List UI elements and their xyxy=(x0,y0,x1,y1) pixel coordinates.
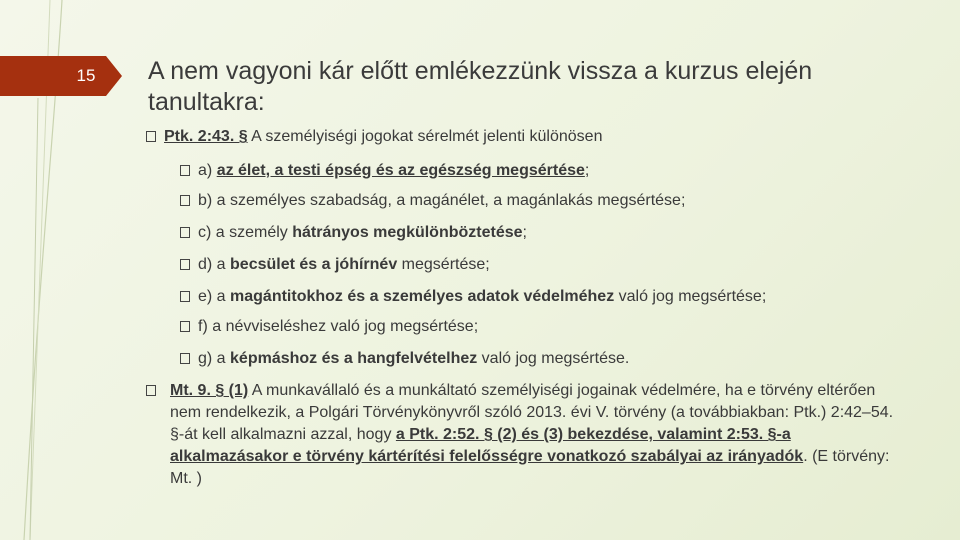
bullet-mt: Mt. 9. § (1) A munkavállaló és a munkáltató személyiségi jogainak védelmére, ha e törvény eltérően nem rendelkezik, a Polgári Törvénykönyvről szóló 2013. évi V. törvény (a továbbiakban: Ptk.) 2:42–54. §-át kell alkalmazni azzal, hogy a Ptk. 2:52. § (2) és (3) bekezdése, valamint 2:53. §-a alkalmazásakor e törvény kártérítési felelősségre vonatkozó szabályai az irányadók. (E törvény: Mt. ) xyxy=(146,380,906,490)
list-item-c: c) a személy hátrányos megkülönböztetése; xyxy=(180,222,527,244)
list-item-g: g) a képmáshoz és a hangfelvételhez való jog megsértése. xyxy=(180,348,629,370)
slide-number-tab xyxy=(0,56,122,96)
square-bullet-icon xyxy=(180,321,190,332)
list-item-d: d) a becsület és a jóhírnév megsértése; xyxy=(180,254,490,276)
list-item-e: e) a magántitokhoz és a személyes adatok védelméhez való jog megsértése; xyxy=(180,286,766,308)
square-bullet-icon xyxy=(180,291,190,302)
square-bullet-icon xyxy=(180,353,190,364)
slide-title: A nem vagyoni kár előtt emlékezzünk vissza a kurzus elején tanultakra: xyxy=(148,57,813,116)
bullet-ptk xyxy=(146,126,602,148)
square-bullet-icon xyxy=(180,165,190,176)
square-bullet-icon xyxy=(180,195,190,206)
list-item-a: a) az élet, a testi épség és az egészség megsértése; xyxy=(180,160,589,182)
square-bullet-icon xyxy=(180,259,190,270)
ptk-text: A személyiségi jogokat sérelmét jelenti különösen xyxy=(247,128,603,145)
mt-reference: Mt. 9. § (1) xyxy=(170,382,249,399)
square-bullet-icon xyxy=(180,227,190,238)
list-item-f: f) a névviseléshez való jog megsértése; xyxy=(180,316,478,338)
square-bullet-icon xyxy=(146,385,156,396)
ptk-reference: Ptk. 2:43. § xyxy=(164,128,248,145)
square-bullet-icon xyxy=(146,131,156,142)
slide-number: 15 xyxy=(76,66,96,85)
list-item-b: b) a személyes szabadság, a magánélet, a magánlakás megsértése; xyxy=(180,190,685,212)
